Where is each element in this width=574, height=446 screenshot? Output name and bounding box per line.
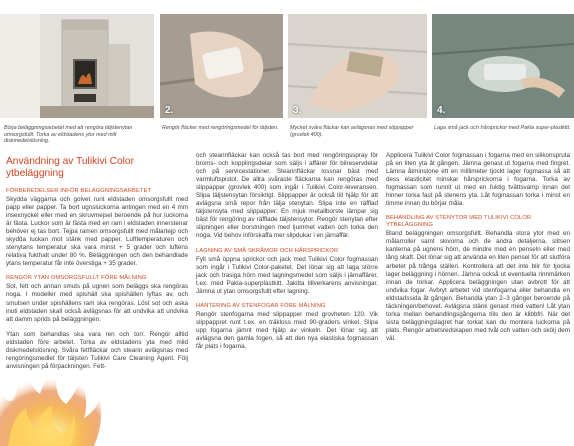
fire-flame-decoration — [0, 350, 120, 446]
putty-illustration — [432, 14, 574, 118]
photo-strip — [0, 0, 574, 147]
photo-caption: Rengör fläcker med rengöringsmedel för täljsten. — [162, 125, 279, 131]
section-text: Applicera Tulikivi Color fogmassan i fogarna med en silikonspruta på en liten yta åt gången. Jämna genast ut fogarna med fingret. Lämna åtminstone ett en millimeter tjockt lager fogmassa så att dess elasticitet minskar hårsprickorna i fogarna. Torka av fogmassan som runnit ut med en fuktig tvättsvamp innan det hinner torka fast på stenens yta. Låt fogmassan torka i minst en timme innan du börjar måla. — [386, 152, 570, 208]
section-heading: RENGÖR YTAN OMSORGSFULLT FÖRE MÅLNING — [6, 275, 147, 282]
hand-cleaning-illustration — [160, 14, 283, 118]
text-column-3 — [386, 152, 570, 350]
section-text: Rengör stenfogarna med slippapper med grovheten 120. Vik slippappret runt t.ex. en träkloss med 90-graders vinkel. Slipa upp fogarna jämnt med hjälp av vinkeln. Det lönar sig att avlägsna den gamla fogen, så att den nya elastiska fogmassan får plats i fogarna. — [196, 310, 378, 350]
section-text: Sot, fett och annan smuts på ugnen som beläggs ska rengöras noga. I modeller med spishäll ska spishällen lyftas av, och smutsen under spishällens ram ska rengöras. Löst sot och aska inuti eldstaden skall också avlägsnas för att undvika att undvika att damm sprids på beläggningen. — [6, 283, 188, 323]
section-heading: HANTERING AV STENFOGAR FÖRE MÅLNING — [196, 302, 326, 309]
photo-cleaning-stain — [160, 14, 283, 118]
photo-number: 2. — [165, 105, 174, 116]
section-text: och stearinfläckar kan också tas bort med rengöringsspray för broms- och kopplingsdelar som säljs i affärer för bilreservdelar och på servicestationer. Stearinfläckar lossnar bäst med varmluftspistol. De allra svåraste fläckarna kan rengöras med slippapper (grovlek 400) som ingår i Tulikivi Color-leveransen. Slipa täljstensytan försiktigt. Slippapper är också till hjälp för att avlägsna små repor från tälja stenytan. Slipa inte en räfflad täljstensyta med slippapper. En mjuk metallborste lämpar sig bäst för rengöring av räfflade täljstensytor. Rengör stenytan efter slipningen eller borstningen med ljummet vatten och torka den noga. Vid behov införskaffa mer slipdukar i en järnaffär. — [196, 152, 378, 240]
text-column-2 — [196, 152, 378, 358]
section-heading: FÖRBEREDELSER INFÖR BELÄGGNINGSARBETET — [6, 188, 152, 194]
sanding-illustration — [288, 14, 427, 118]
section-text: Skydda väggarna och golvet runt eldstaden omsorgsfullt med papp eller papper. Ta bort ugnsluckorna antingen med en 4 mm insexnyckel eller med en skruvmejsel beroende på hur luckorna är fästa. Luckor som är fästa med en ram i eldstaden innerstenar behöver ej tas bort. Tejpa ramen omsorgsfullt med målartejp och skydda luckan mot stänk med papper. Lufttemperaturen och stenytans temperatur ska vara minst + 5 grader och luftens relativa fukthalt under 80 %. Beläggningen och den behandlade ytans temperatur får inte överstiga + 35 grader. — [6, 196, 188, 268]
photo-putty-repair — [432, 14, 574, 118]
section-text: Bland beläggningen omsorgsfullt. Behandla stora ytor med en målarroller samt skivorna och de andra detaljerna, slitsen kanterna på ugnens hörn, de mindre med en penseln eller med lång skaft. Det lönar sig att använda en liten pensel för att slutföra arbetet på trånga ställen. Kontrollera att det inte blir för tjocka lager beläggning i hörnen. Jämna också ut eventuella rinnmärken innan de torkar. Applicera beläggningen utan avbrott för att undvika fogar. Avbryt arbetet vid stenfogarna eller behandla en eldstadssida åt gången. Behandla ytan 2–3 gånger beroende på täckningen/behovet. Avlägsna stänk genast med vatten! Låt ytan torka mellan behandlingsgångerna tills den är klibbfri. När det sista beläggningslagret har torkat kan du montera luckorna på plats. Rengör arbetsredskapen med tvål och vatten och skölj dem väl. — [386, 230, 570, 342]
stove-illustration — [0, 14, 154, 118]
photo-caption: Börja beläggningsarbetet med att rengöra täljstenytan omsorgsfullt. Torka av eldstadens ytor med milt diskmedelslösning. — [4, 125, 133, 145]
photo-sanding — [288, 14, 427, 118]
photo-number: 4. — [437, 105, 446, 116]
photo-stove-fireplace — [0, 14, 154, 118]
photo-caption: Mycket svåra fläckar kan avlägsnas med slippapper (grovlek 400). — [290, 125, 414, 138]
section-heading: LAGNING AV SMÅ SKRÅMOR OCH HÅRSPRICKOR — [196, 247, 339, 254]
photo-caption: Laga små jack och hårsprickor med Pakla super-plastkitt. — [434, 125, 571, 131]
photo-number: 3. — [293, 105, 302, 116]
section-text: Fyll små öppna sprickor och jack med Tulikivi Color fogmassan som ingår i Tulikivi Color-paketet. Det lönar sig att laga större jack och trasiga hörn med lagningsmedel som säljs i järnaffärer, t.ex. med Pakla-superplastkitt. Jakitta tillverkarens anvisningar. Jämna ut ytan omsorgsfullt efter lagning. — [196, 255, 378, 295]
section-heading: BEHANDLING AV STENYTOR MED TULIKIVI COLOR YTBELÄGGNING — [386, 215, 532, 229]
section-text: Ytan som behandlas ska vara ren och torr. Rengör alltid eldstaden före arbetet. Torka av eldstadens yta med mild diskmedelslösning. Svåra fettfläckar och stearin avlägsnas med rengöringsmedlet för täljsten Tulikivi Care Cleaning Agent. Följ anvisningen på förpackningen. Fett- — [6, 330, 188, 370]
page-title: Användning av Tulikivi Color ytbeläggning — [6, 156, 134, 179]
text-column-1 — [6, 152, 188, 378]
